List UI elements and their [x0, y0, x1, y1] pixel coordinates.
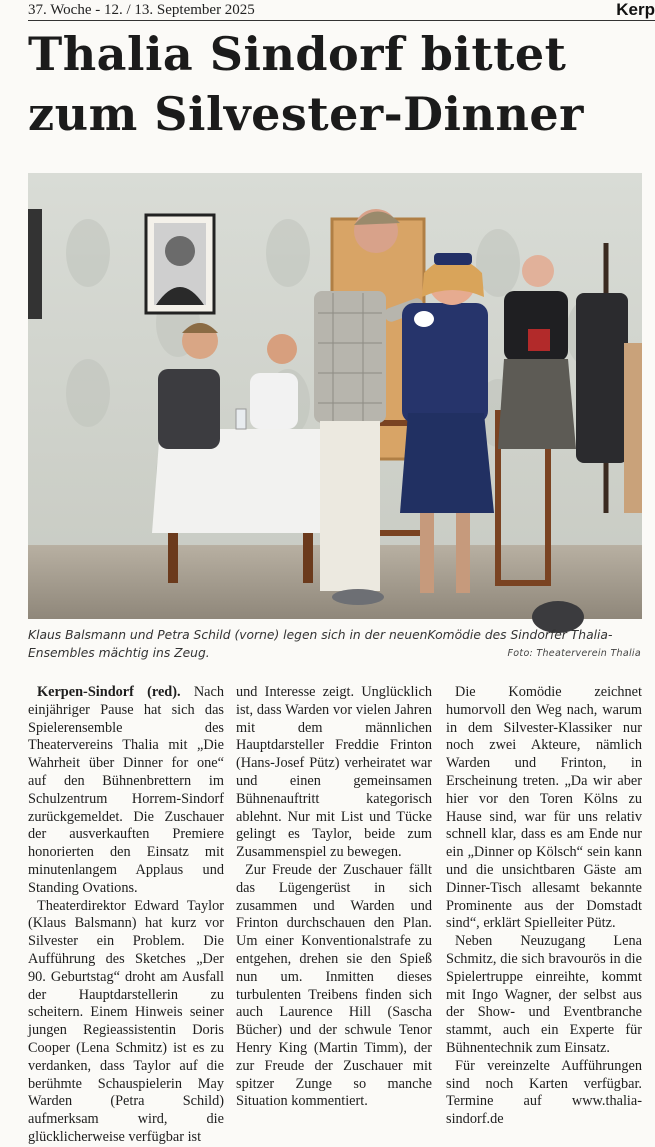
- article-paragraph: Zur Freude der Zuschauer fällt das Lügengerüst in sich zusammen und Warden und Frinton durchschauen den Plan. Um einer Konventionalstrafe zu entgehen, drehen sie den Spieß nun um. Inmitten dieses turbulenten Treibens finden sich auch Laurence Hill (Sascha Bücher) und der schwule Tenor Henry King (Martin Timm), der zur Freude der Zuschauer mit spitzer Zunge so manche Situation kommentiert.: [236, 861, 432, 1110]
- page-header: [0, 0, 655, 22]
- article-paragraph: [28, 684, 224, 898]
- article-paragraph: Neben Neuzugang Lena Schmitz, die sich bravourös in die Spielertruppe einreihte, kommt mit Ingo Wagner, der selbst aus der Show- und Eventbranche stammt, auch ein Experte für Bühnentechnik zum Einsatz.: [446, 933, 642, 1056]
- header-rule: [28, 20, 655, 21]
- article-column-3: [446, 684, 642, 1129]
- article-paragraph: und Interesse zeigt. Unglücklich ist, dass Warden vor vielen Jahren mit dem männlichen Hauptdarsteller Freddie Frinton (Hans-Josef Pütz) verheiratet war und einen gemeinsamen Bühnenauftritt kategorisch ablehnt. Nur mit List und Tücke gelingt es Taylor, beide zum Zusammenspiel zu bewegen.: [236, 684, 432, 861]
- photo-credit: Foto: Theaterverein Thalia: [507, 648, 641, 659]
- headline-line-2: zum Silvester-Dinner: [28, 87, 584, 141]
- article-photo: [28, 173, 642, 619]
- article-column-1: [28, 684, 224, 1147]
- article-paragraph: Für vereinzelte Aufführungen sind noch Karten verfügbar. Termine auf www.thalia-sindorf.de: [446, 1057, 642, 1128]
- stage-photo-illustration: [28, 173, 642, 619]
- headline-line-1: Thalia Sindorf bittet: [28, 27, 567, 81]
- headline: [28, 24, 648, 144]
- section-title: Kerp: [616, 0, 655, 19]
- article-dateline: Kerpen-Sindorf (red).: [37, 684, 181, 700]
- article-text: Nach einjähriger Pause hat sich das Spielerensemble des Theatervereins Thalia mit „Die Wahrheit über Dinner for one“ auf den Bühnenbrettern im Schulzentrum Horrem-Sindorf zurückgemeldet. Die Zuschauer der ausverkauften Premiere honorierten den Einsatz mit minutenlangem Applaus und Standing Ovations.: [28, 684, 224, 896]
- article-column-2: [236, 684, 432, 1111]
- article-paragraph: Theaterdirektor Edward Taylor (Klaus Balsmann) hat kurz vor Silvester ein Problem. Die Aufführung des Sketches „Der 90. Geburtstag“ droht am Ausfall der Hauptdarstellerin zu scheitern. Einem Hinweis seiner jungen Regieassistentin Doris Cooper (Lena Schmitz) ist es zu verdanken, dass Taylor auf die berühmte Schauspielerin May Warden (Petra Schild) aufmerksam wird, die glücklicherweise verfügbar ist: [28, 897, 224, 1145]
- issue-date: 37. Woche - 12. / 13. September 2025: [28, 2, 255, 18]
- article-paragraph: Die Komödie zeichnet humorvoll den Weg nach, warum in dem Silvester-Klassiker nur noch zwei Akteure, nämlich Warden und Frinton, in Erscheinung treten. „Da wir aber hier vor den Toren Kölns zu Hause sind, war für uns relativ schnell klar, dass es am Ende nur ein „Dinner op Kölsch“ sein kann und die unsichtbaren Gäste am Dinner-Tisch allesamt bekannte Prominente aus der Domstadt sind“, erklärt Spielleiter Pütz.: [446, 684, 642, 932]
- photo-caption: Klaus Balsmann und Petra Schild (vorne) legen sich in der neuenKomödie des Sindorfer Thalia-Ensembles mächtig ins Zeug.: [28, 628, 613, 660]
